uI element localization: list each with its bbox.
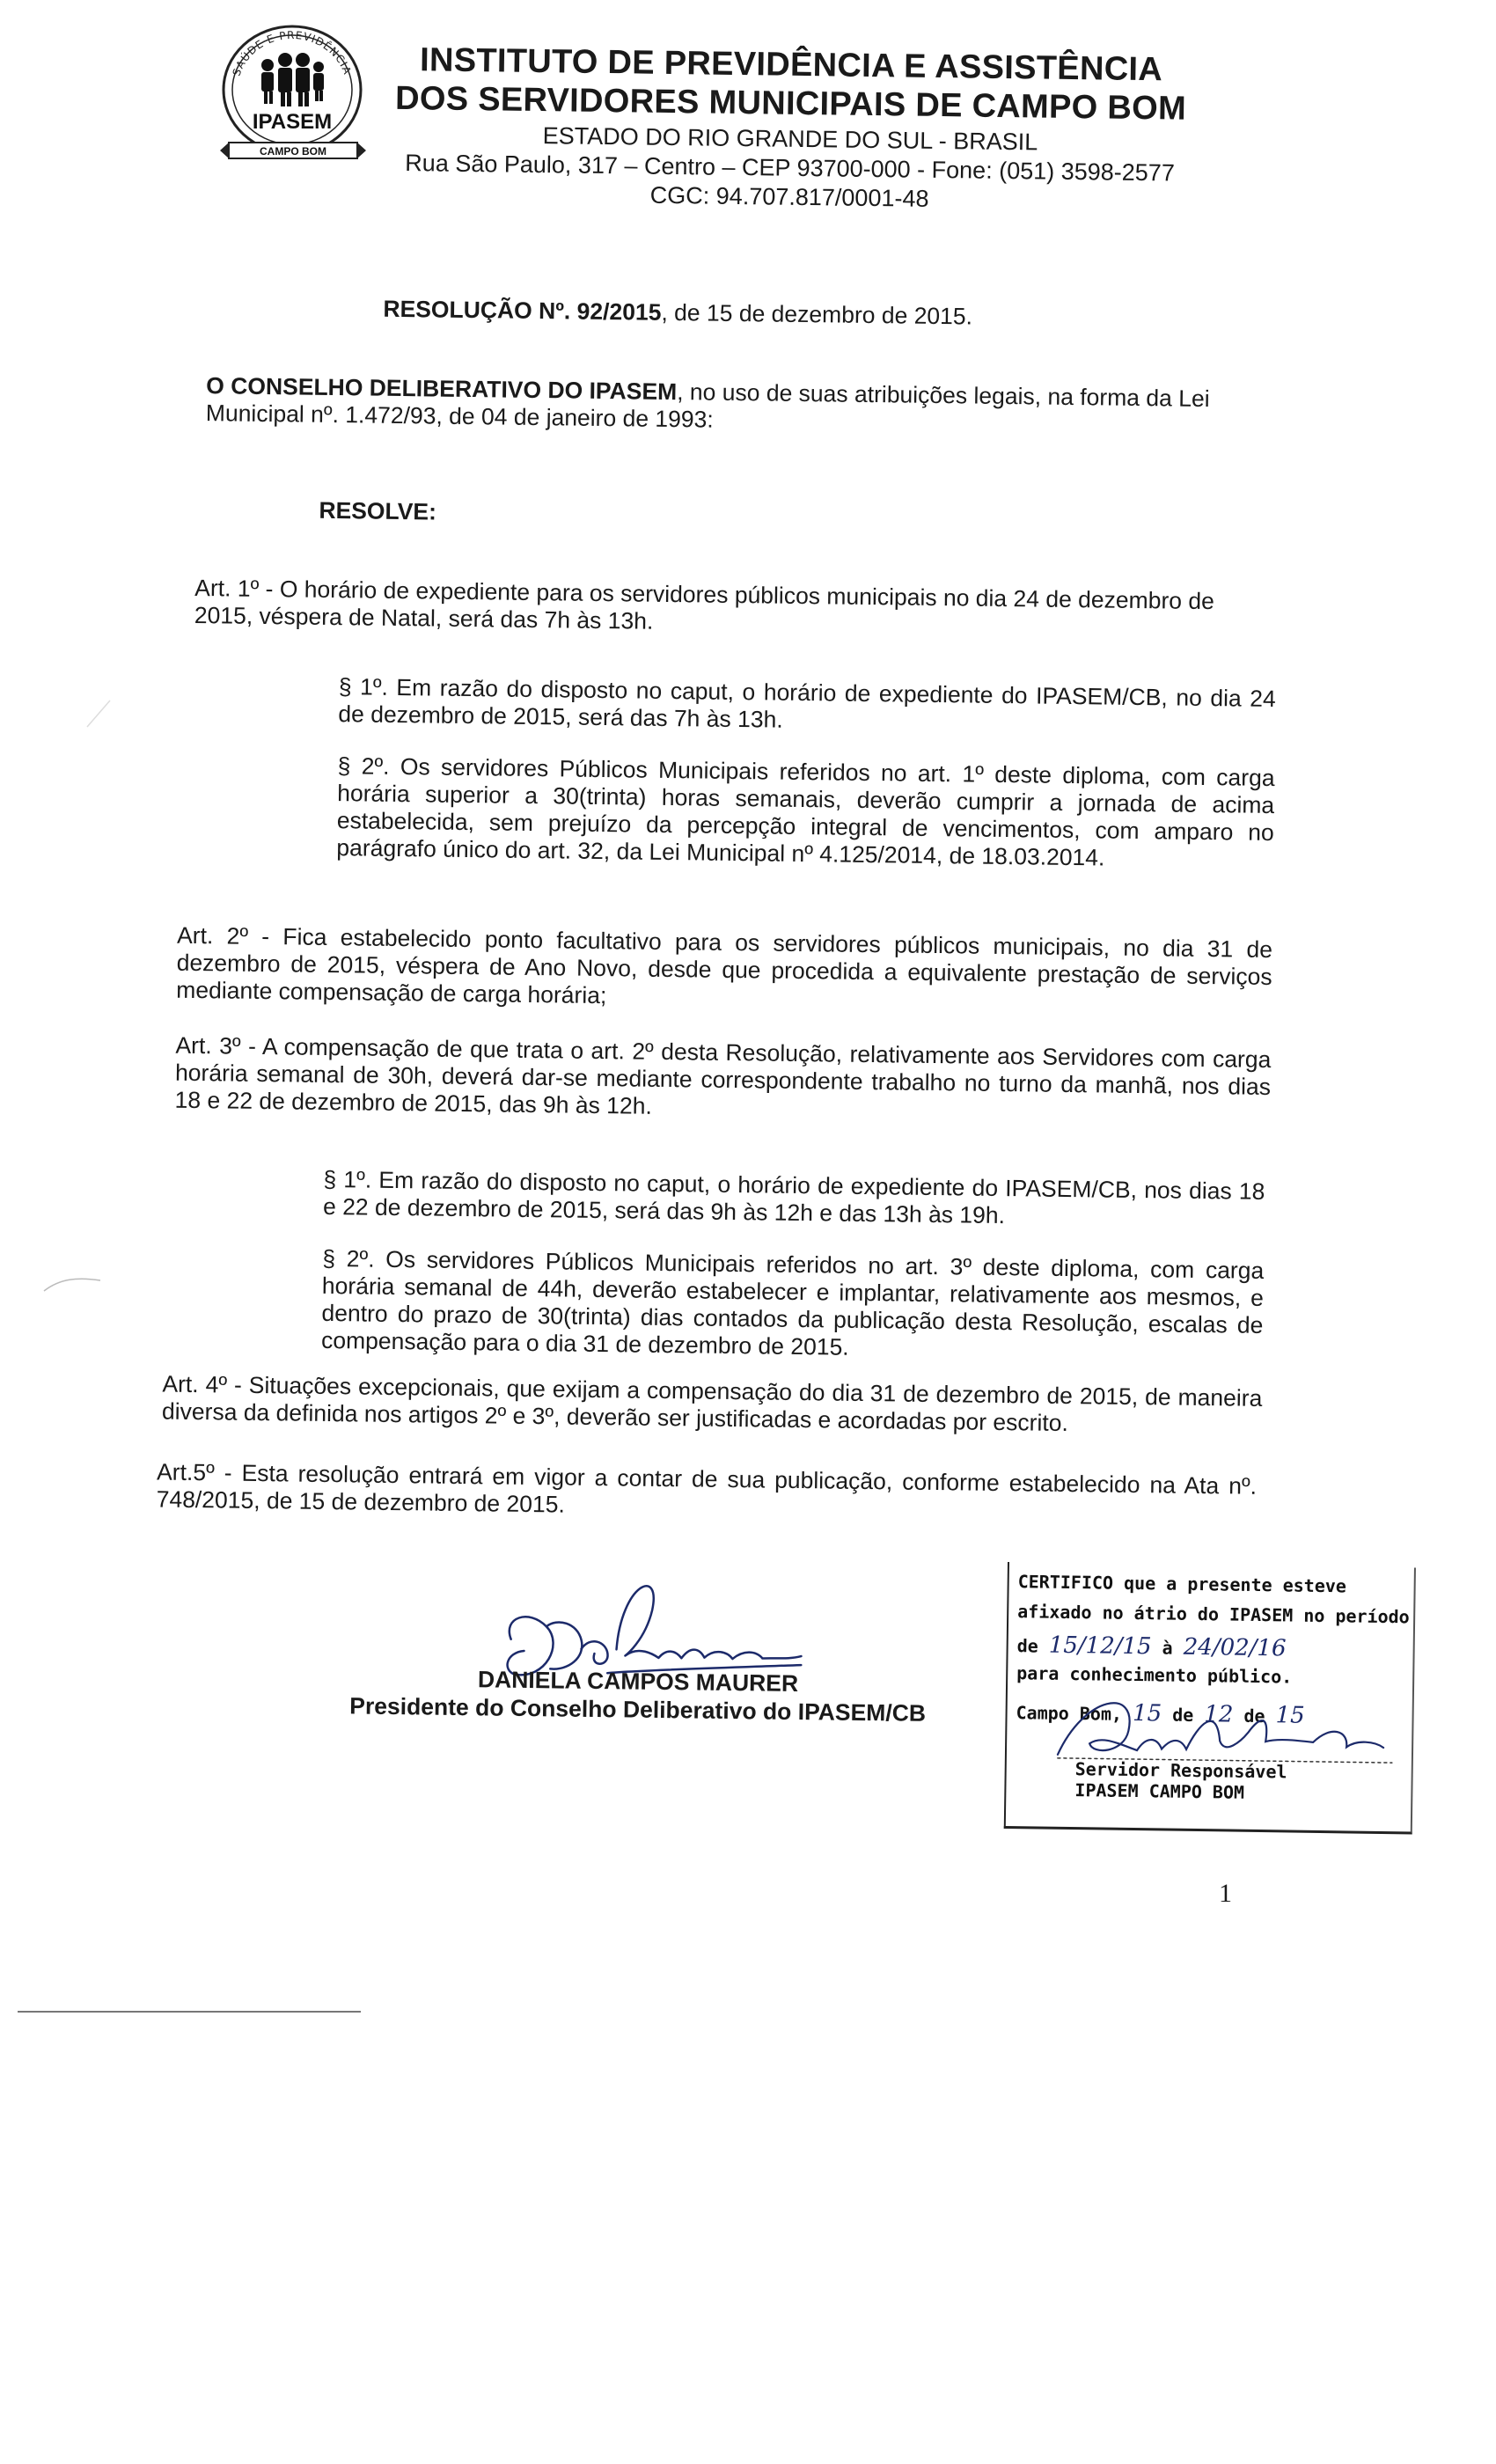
signatory-block <box>329 1663 946 1727</box>
article-3-paragraph-1: § 1º. Em razão do disposto no caput, o horário de expediente do IPASEM/CB, nos dias 18 e 22 de dezembro de 2015, será das 9h às 12h e das 13h às 19h. <box>322 1165 1265 1229</box>
page-number: 1 <box>1219 1879 1232 1908</box>
stamp-institution: IPASEM CAMPO BOM <box>1074 1779 1245 1803</box>
state-line: ESTADO DO RIO GRANDE DO SUL - BRASIL <box>542 122 1038 156</box>
institute-name-line1: INSTITUTO DE PREVIDÊNCIA E ASSISTÊNCIA <box>419 41 1163 89</box>
scan-mark <box>42 1272 104 1298</box>
article-1-paragraph-2: § 2º. Os servidores Públicos Municipais referidos no art. 1º deste diploma, com carga horária superior a 30(trinta) horas semanais, deverão cumprir a jornada de acima estabelecida, sem prejuízo da percepção integral de vencimentos, com amparo no parágrafo único do art. 32, da Lei Municipal nº 4.125/2014, de 18.03.2014. <box>336 752 1275 871</box>
intro-paragraph <box>206 372 1280 441</box>
stamp-public-line: para conhecimento público. <box>1016 1662 1293 1688</box>
address-line: Rua São Paulo, 317 – Centro – CEP 93700-000 - Fone: (051) 3598-2577 <box>405 150 1176 187</box>
scan-edge-line <box>18 2011 361 2013</box>
stamp-place: Campo Bom, <box>1016 1702 1123 1725</box>
svg-text:IPASEM: IPASEM <box>252 110 333 134</box>
resolution-title <box>383 296 1175 334</box>
stamp-posted-line: afixado no átrio do IPASEM no período <box>1017 1601 1410 1628</box>
scan-mark-2 <box>84 695 119 730</box>
stamp-de-1: de <box>1172 1704 1194 1726</box>
stamp-month: 12 <box>1204 1701 1234 1728</box>
stamp-period-mid: à <box>1162 1637 1173 1659</box>
stamp-certify-line: CERTIFICO que a presente esteve <box>1017 1571 1347 1597</box>
article-1-paragraph-1: § 1º. Em razão do disposto no caput, o horário de expediente do IPASEM/CB, no dia 24 de dezembro de 2015, será das 7h às 13h. <box>338 673 1276 733</box>
signatory-role: Presidente do Conselho Deliberativo do IPASEM/CB <box>349 1692 927 1727</box>
resolve-heading: RESOLVE: <box>319 496 437 525</box>
article-4: Art. 4º - Situações excepcionais, que exijam a compensação do dia 31 de dezembro de 2015, de maneira diversa da definida nos artigos 2º e 3º, deverão ser justificadas e acordadas por escrito. <box>161 1370 1263 1437</box>
certificate-stamp <box>1004 1562 1412 1831</box>
letterhead <box>376 40 1205 217</box>
council-name: O CONSELHO DELIBERATIVO DO IPASEM <box>206 372 678 406</box>
stamp-de-2: de <box>1243 1705 1265 1727</box>
intro-text: , no uso de suas atribuições legais, na forma da Lei Municipal nº. 1.472/93, de 04 de janeiro de 1993: <box>205 378 1210 433</box>
stamp-period-prefix: de <box>1016 1635 1038 1657</box>
ipasem-logo <box>211 19 378 187</box>
signatory-name: DANIELA CAMPOS MAURER <box>477 1666 799 1698</box>
stamp-year: 15 <box>1275 1702 1305 1729</box>
stamp-day: 15 <box>1132 1700 1162 1727</box>
stamp-date-to: 24/02/16 <box>1183 1633 1287 1662</box>
resolution-date: , de 15 de dezembro de 2015. <box>661 298 973 330</box>
stamp-official-title: Servidor Responsável <box>1074 1758 1287 1783</box>
article-1: Art. 1º - O horário de expediente para os servidores públicos municipais no dia 24 de dezembro de 2015, véspera de Natal, será das 7h às 13h. <box>194 574 1215 634</box>
article-5: Art.5º - Esta resolução entrará em vigor a contar de sua publicação, conforme estabelecido na Ata nº. 748/2015, de 15 de dezembro de 2015. <box>156 1458 1258 1518</box>
stamp-date-from: 15/12/15 <box>1048 1632 1152 1661</box>
cgc-line: CGC: 94.707.817/0001-48 <box>649 181 929 212</box>
svg-text:SAÚDE E PREVIDÊNCIA: SAÚDE E PREVIDÊNCIA <box>230 28 354 78</box>
article-3-paragraph-2: § 2º. Os servidores Públicos Municipais referidos no art. 3º deste diploma, com carga horária semanal de 44h, deverão estabelecer e implantar, relativamente aos mesmos, e dentro do prazo de 30(trinta) dias contados da publicação desta Resolução, escalas de compensação para o dia 31 de dezembro de 2015. <box>320 1244 1265 1360</box>
article-2: Art. 2º - Fica estabelecido ponto facultativo para os servidores públicos municipais, no dia 31 de dezembro de 2015, véspera de Ano Novo, desde que procedida a equivalente prestação de serviços mediante compensação de carga horária; <box>176 921 1273 1009</box>
institute-name-line2: DOS SERVIDORES MUNICIPAIS DE CAMPO BOM <box>394 79 1187 128</box>
article-3: Art. 3º - A compensação de que trata o art. 2º desta Resolução, relativamente aos Servidores com carga horária semanal de 30h, deverá dar-se mediante correspondente trabalho no turno da manhã, nos dias 18 e 22 de dezembro de 2015, das 9h às 12h. <box>174 1031 1272 1119</box>
resolution-number: RESOLUÇÃO Nº. 92/2015 <box>383 295 662 326</box>
svg-text:CAMPO BOM: CAMPO BOM <box>260 145 326 158</box>
